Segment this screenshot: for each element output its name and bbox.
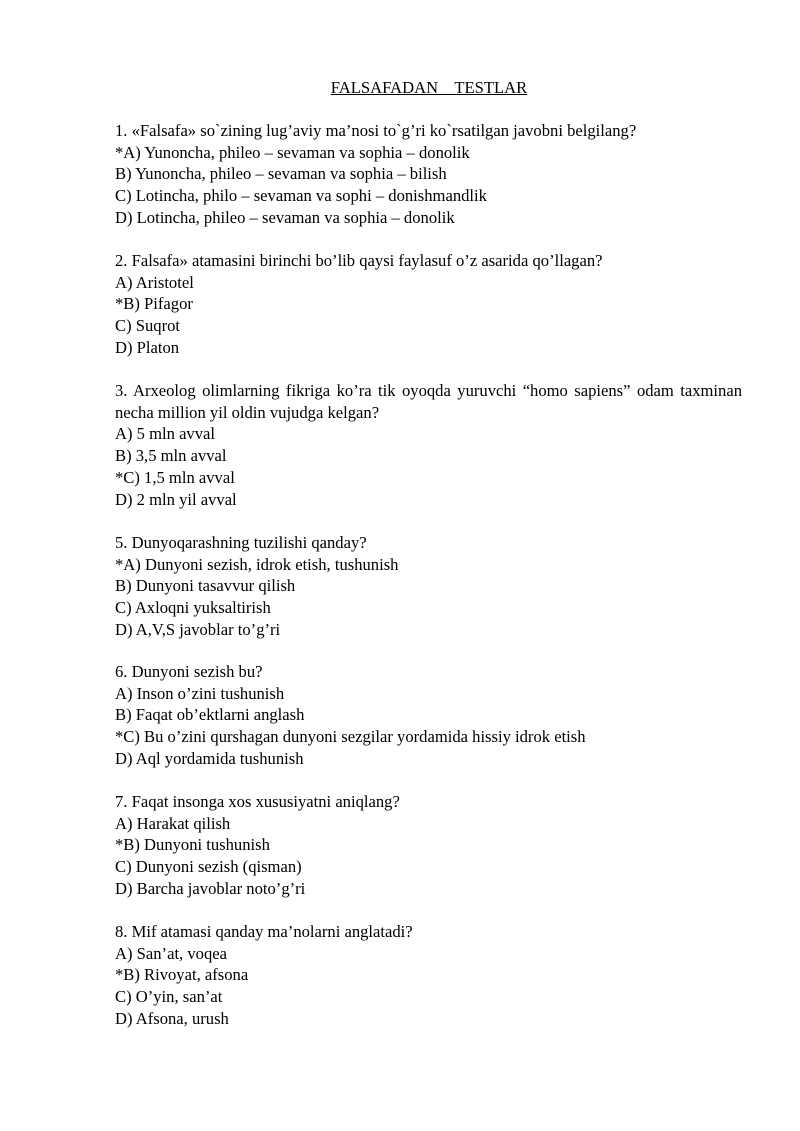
question-block bbox=[115, 120, 742, 229]
answer-option: *C) 1,5 mln avval bbox=[115, 467, 235, 487]
answer-option: D) Barcha javoblar noto’g’ri bbox=[115, 878, 306, 898]
answer-option: A) San’at, voqea bbox=[115, 943, 227, 963]
question-text: 1. «Falsafa» so`zining lug’aviy ma’nosi to`g’ri ko`rsatilgan javobni belgilang? bbox=[115, 121, 637, 140]
question-text: 2. Falsafa» atamasini birinchi bo’lib qaysi faylasuf o’z asarida qo’llagan? bbox=[115, 251, 603, 270]
question-block bbox=[115, 250, 742, 359]
answer-option: *A) Yunoncha, phileo – sevaman va sophia – donolik bbox=[115, 142, 470, 162]
question-block bbox=[115, 532, 742, 641]
answer-option: *B) Dunyoni tushunish bbox=[115, 835, 270, 855]
question-block bbox=[115, 791, 742, 900]
answer-option: *B) Rivoyat, afsona bbox=[115, 965, 249, 985]
answer-option: A) Inson o’zini tushunish bbox=[115, 683, 285, 703]
answer-option: *C) Bu o’zini qurshagan dunyoni sezgilar yordamida hissiy idrok etish bbox=[115, 727, 586, 747]
answer-option: C) Suqrot bbox=[115, 316, 180, 336]
question-text: 3. Arxeolog olimlarning fikriga ko’ra tik oyoqda yuruvchi “homo sapiens” odam taxminan necha million yil oldin vujudga kelgan? bbox=[115, 381, 742, 422]
question-block bbox=[115, 921, 742, 1030]
answer-option: B) Faqat ob’ektlarni anglash bbox=[115, 705, 305, 725]
answer-option: D) Lotincha, phileo – sevaman va sophia – donolik bbox=[115, 207, 455, 227]
answer-option: *A) Dunyoni sezish, idrok etish, tushunish bbox=[115, 554, 399, 574]
answer-option: A) Harakat qilish bbox=[115, 813, 231, 833]
answer-option: B) Dunyoni tasavvur qilish bbox=[115, 576, 296, 596]
answer-option: D) Aql yordamida tushunish bbox=[115, 748, 304, 768]
question-text: 5. Dunyoqarashning tuzilishi qanday? bbox=[115, 533, 367, 552]
question-text: 6. Dunyoni sezish bu? bbox=[115, 662, 263, 681]
answer-option: C) Dunyoni sezish (qisman) bbox=[115, 857, 302, 877]
question-block bbox=[115, 380, 742, 510]
answer-option: D) A,V,S javoblar to’g’ri bbox=[115, 619, 281, 639]
answer-option: C) Lotincha, philo – sevaman va sophi – donishmandlik bbox=[115, 186, 487, 206]
answer-option: D) Afsona, urush bbox=[115, 1008, 229, 1028]
answer-option: *B) Pifagor bbox=[115, 294, 193, 314]
answer-option: D) 2 mln yil avval bbox=[115, 489, 237, 509]
answer-option: B) Yunoncha, phileo – sevaman va sophia – bilish bbox=[115, 164, 447, 184]
answer-option: B) 3,5 mln avval bbox=[115, 446, 227, 466]
question-text: 7. Faqat insonga xos xususiyatni aniqlang? bbox=[115, 792, 400, 811]
answer-option: C) O’yin, san’at bbox=[115, 987, 223, 1007]
answer-option: A) Aristotel bbox=[115, 272, 194, 292]
answer-option: A) 5 mln avval bbox=[115, 424, 216, 444]
document-title: FALSAFADAN TESTLAR bbox=[330, 78, 528, 97]
question-text: 8. Mif atamasi qanday ma’nolarni anglatadi? bbox=[115, 922, 413, 941]
question-block bbox=[115, 661, 742, 770]
answer-option: D) Platon bbox=[115, 337, 180, 357]
answer-option: C) Axloqni yuksaltirish bbox=[115, 598, 271, 618]
